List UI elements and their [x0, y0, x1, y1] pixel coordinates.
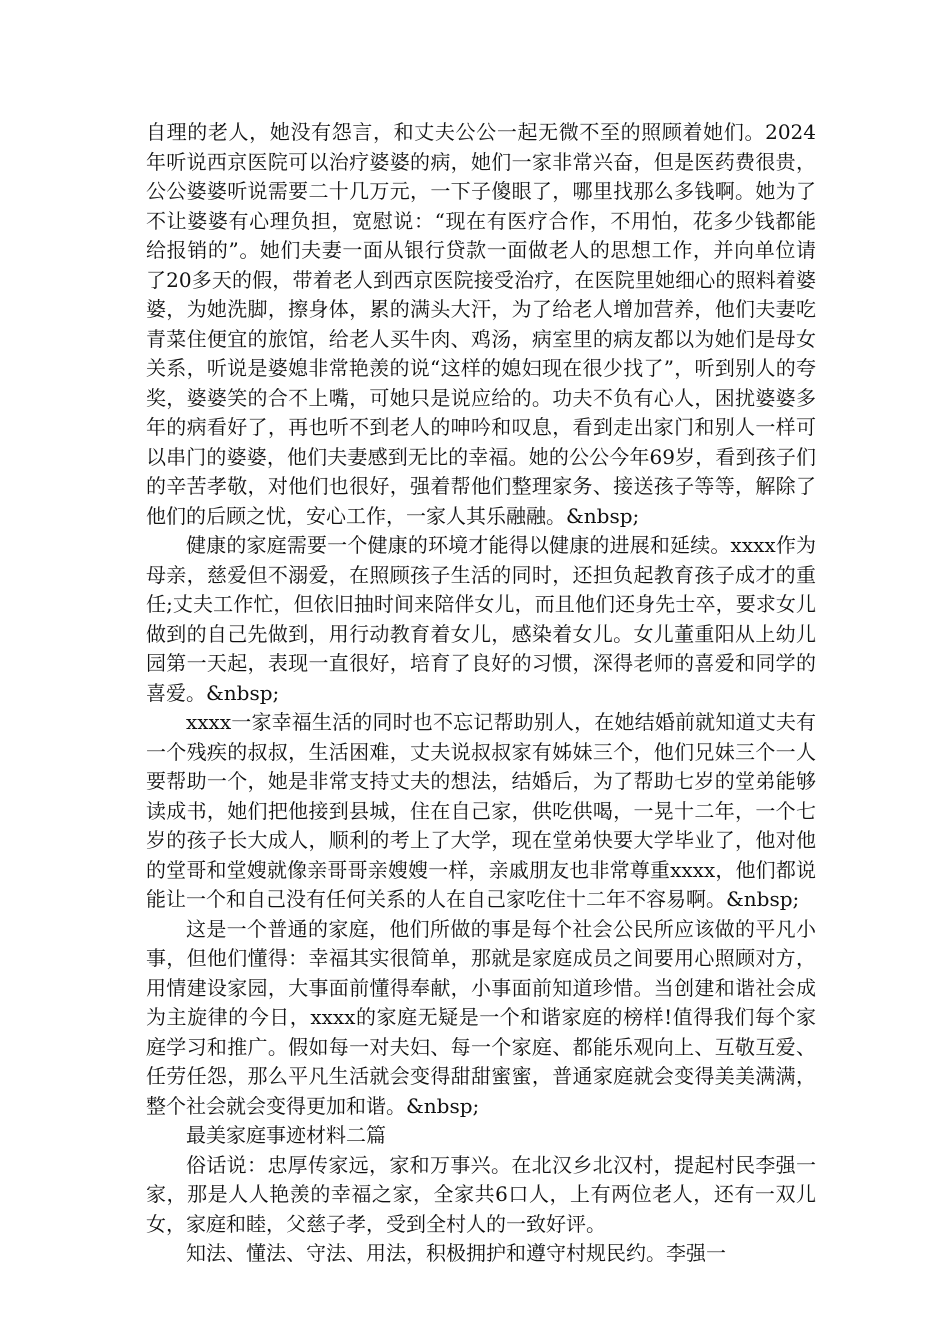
paragraph-li-qiang-family: 俗话说：忠厚传家远，家和万事兴。在北汉乡北汉村，提起村民李强一家，那是人人艳羡的幸福之家，全家共6口人，上有两位老人，还有一双儿女，家庭和睦，父慈子孝，受到全村人的一致好评。: [146, 1152, 816, 1236]
paragraph-law-abiding: 知法、懂法、守法、用法，积极拥护和遵守村规民约。李强一: [186, 1241, 726, 1265]
document-page: [146, 118, 816, 1269]
section-heading: 最美家庭事迹材料二篇: [186, 1123, 386, 1147]
paragraph-healthy-family: 健康的家庭需要一个健康的环境才能得以健康的进展和延续。xxxx作为母亲，慈爱但不溺爱，在照顾孩子生活的同时，还担负起教育孩子成才的重任;丈夫工作忙，但依旧抽时间来陪伴女儿，而且他们还身先士卒，要求女儿做到的自己先做到，用行动教育着女儿，感染着女儿。女儿董重阳从上幼儿园第一天起，表现一直很好，培育了良好的习惯，深得老师的喜爱和同学的喜爱。&nbsp;: [146, 533, 816, 705]
paragraph-ordinary-family: 这是一个普通的家庭，他们所做的事是每个社会公民所应该做的平凡小事，但他们懂得：幸福其实很简单，那就是家庭成员之间要用心照顾对方，用情建设家园，大事面前懂得奉献，小事面前知道珍惜。当创建和谐社会成为主旋律的今日，xxxx的家庭无疑是一个和谐家庭的榜样!值得我们每个家庭学习和推广。假如每一对夫妇、每一个家庭、都能乐观向上、互敬互爱、任劳任怨，那么平凡生活就会变得甜甜蜜蜜，普通家庭就会变得美美满满，整个社会就会变得更加和谐。&nbsp;: [146, 916, 816, 1118]
paragraph-helping-others: xxxx一家幸福生活的同时也不忘记帮助别人，在她结婚前就知道丈夫有一个残疾的叔叔，生活困难，丈夫说叔叔家有姊妹三个，他们兄妹三个一人要帮助一个，她是非常支持丈夫的想法，结婚后，为了帮助七岁的堂弟能够读成书，她们把他接到县城，住在自己家，供吃供喝，一晃十二年，一个七岁的孩子长大成人，顺利的考上了大学，现在堂弟快要大学毕业了，他对他的堂哥和堂嫂就像亲哥哥亲嫂嫂一样，亲戚朋友也非常尊重xxxx，他们都说能让一个和自己没有任何关系的人在自己家吃住十二年不容易啊。&nbsp;: [146, 710, 816, 911]
paragraph-continued: 自理的老人，她没有怨言，和丈夫公公一起无微不至的照顾着她们。2024年听说西京医院可以治疗婆婆的病，她们一家非常兴奋，但是医药费很贵，公公婆婆听说需要二十几万元，一下子傻眼了，哪里找那么多钱啊。她为了不让婆婆有心理负担，宽慰说：“现在有医疗合作，不用怕，花多少钱都能给报销的”。她们夫妻一面从银行贷款一面做老人的思想工作，并向单位请了20多天的假，带着老人到西京医院接受治疗，在医院里她细心的照料着婆婆，为她洗脚，擦身体，累的满头大汗，为了给老人增加营养，他们夫妻吃青菜住便宜的旅馆，给老人买牛肉、鸡汤，病室里的病友都以为她们是母女关系，听说是婆媳非常艳羡的说“这样的媳妇现在很少找了”，听到别人的夸奖，婆婆笑的合不上嘴，可她只是说应给的。功夫不负有心人，困扰婆婆多年的病看好了，再也听不到老人的呻吟和叹息，看到走出家门和别人一样可以串门的婆婆，他们夫妻感到无比的幸福。她的公公今年69岁，看到孩子们的辛苦孝敬，对他们也很好，强着帮他们整理家务、接送孩子等等，解除了他们的后顾之忧，安心工作，一家人其乐融融。&nbsp;: [146, 120, 816, 528]
